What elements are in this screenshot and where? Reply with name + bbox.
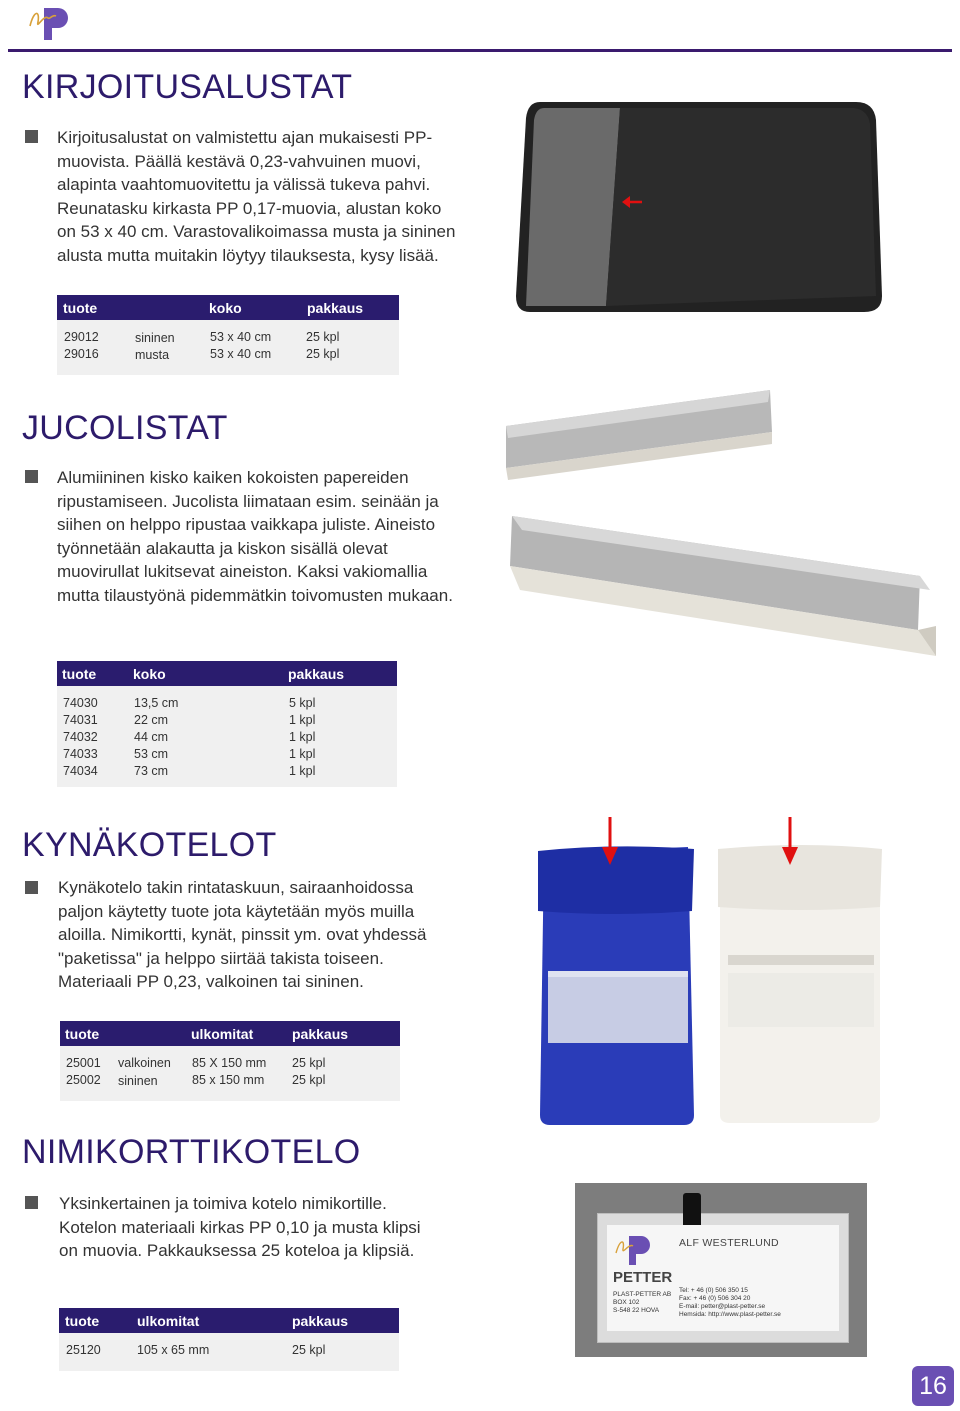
badge-contact: [679, 1287, 781, 1319]
cell-size: 73 cm: [134, 764, 169, 778]
table-header: [57, 295, 399, 320]
badge-brand: PETTER: [613, 1269, 673, 1286]
cell-code: 25001: [66, 1056, 101, 1070]
cell-size: 85 x 150 mm: [192, 1073, 265, 1087]
cell-size: 44 cm: [134, 730, 169, 744]
badge-company-line: BOX 102: [613, 1299, 640, 1306]
cell-code: 74032: [63, 730, 98, 744]
cell-code: 74033: [63, 747, 98, 761]
page-number-badge: 16: [912, 1366, 954, 1406]
cell-code: 29012: [64, 330, 99, 344]
badge-logo-icon: [613, 1233, 653, 1267]
badge-company: [613, 1291, 671, 1315]
header-rule: [8, 49, 952, 52]
cell-size: 53 x 40 cm: [210, 347, 272, 361]
cell-color: sininen: [135, 331, 175, 345]
badge-contact-line: Tel: + 46 (0) 506 350 15: [679, 1287, 748, 1294]
badge-holder-image: [575, 1183, 867, 1357]
cell-color: musta: [135, 348, 170, 362]
cell-pack: 25 kpl: [306, 347, 340, 361]
cell-size: 53 cm: [134, 747, 169, 761]
cell-size: 85 X 150 mm: [192, 1056, 267, 1070]
writing-pad-image: [512, 100, 884, 315]
cell-size: 13,5 cm: [134, 696, 179, 710]
cell-code: 29016: [64, 347, 99, 361]
section-title-nimikorttikotelo: NIMIKORTTIKOTELO: [22, 1133, 361, 1171]
header-pakkaus: pakkaus: [292, 1313, 349, 1329]
section-description: Yksinkertainen ja toimiva kotelo nimikortille. Kotelon materiaali kirkas PP 0,10 ja musta klipsi on muovia. Pakkauksessa 25 koteloa ja klipsiä.: [59, 1194, 421, 1260]
company-logo: [26, 4, 70, 42]
product-table-kirjoitusalustat: [57, 295, 399, 375]
header-koko: koko: [209, 300, 242, 316]
pen-case-image: [520, 815, 895, 1130]
section-title-kynakotelot: KYNÄKOTELOT: [22, 826, 277, 864]
table-header: [60, 1021, 400, 1046]
table-header: [59, 1308, 399, 1333]
cell-color: sininen: [118, 1074, 158, 1088]
cell-pack: 25 kpl: [292, 1056, 326, 1070]
product-table-kynakotelot: [60, 1021, 400, 1101]
cell-pack: 1 kpl: [289, 764, 316, 778]
cell-code: 74034: [63, 764, 98, 778]
badge-contact-line: Hemsida: http://www.plast-petter.se: [679, 1311, 781, 1318]
section-title-jucolistat: JUCOLISTAT: [22, 409, 228, 447]
section-title-kirjoitusalustat: KIRJOITUSALUSTAT: [22, 68, 353, 106]
header-ulkomitat: ulkomitat: [191, 1026, 254, 1042]
badge-contact-line: E-mail: petter@plast-petter.se: [679, 1303, 766, 1310]
product-table-jucolistat: [57, 661, 397, 787]
table-header: [57, 661, 397, 686]
header-tuote: tuote: [63, 300, 98, 316]
cell-code: 74031: [63, 713, 98, 727]
cell-pack: 1 kpl: [289, 713, 316, 727]
header-tuote: tuote: [62, 666, 97, 682]
cell-size: 105 x 65 mm: [137, 1343, 210, 1357]
header-ulkomitat: ulkomitat: [137, 1313, 200, 1329]
cell-pack: 1 kpl: [289, 747, 316, 761]
bullet: [25, 130, 38, 143]
cell-code: 74030: [63, 696, 98, 710]
badge-company-line: S-548 22 HOVA: [613, 1307, 660, 1314]
bullet: [25, 1196, 38, 1209]
header-pakkaus: pakkaus: [307, 300, 364, 316]
bullet: [25, 881, 38, 894]
bullet: [25, 470, 38, 483]
cell-size: 22 cm: [134, 713, 169, 727]
header-pakkaus: pakkaus: [288, 666, 345, 682]
cell-code: 25002: [66, 1073, 101, 1087]
cell-pack: 25 kpl: [292, 1073, 326, 1087]
badge-contact-line: Fax: + 46 (0) 506 304 20: [679, 1295, 751, 1302]
cell-pack: 5 kpl: [289, 696, 316, 710]
badge-company-line: PLAST-PETTER AB: [613, 1291, 672, 1298]
section-description: Alumiininen kisko kaiken kokoisten papereiden ripustamiseen. Jucolista liimataan esim. seinään ja siihen on helppo ripustaa vaikkapa juliste. Aineisto työnnetään alakautta ja kiskon sisällä olevat muovirullat lukitsevat aineiston. Kaksi vakiomallia mutta tilaustyönä pidemmätkin toivomusten mukaan.: [57, 468, 453, 605]
cell-color: valkoinen: [118, 1056, 171, 1070]
cell-code: 25120: [66, 1343, 101, 1357]
badge-name: ALF WESTERLUND: [679, 1237, 779, 1249]
cell-pack: 25 kpl: [306, 330, 340, 344]
header-tuote: tuote: [65, 1026, 100, 1042]
header-koko: koko: [133, 666, 166, 682]
section-description: Kynäkotelo takin rintataskuun, sairaanhoidossa paljon käytetty tuote jota käytetään myös muilla aloilla. Nimikortti, kynät, pinssit ym. ovat yhdessä "paketissa" ja helppo siirtää takista toiseen. Materiaali PP 0,23, valkoinen tai sininen.: [58, 878, 427, 991]
product-table-nimikorttikotelo: [59, 1308, 399, 1371]
cell-pack: 25 kpl: [292, 1343, 326, 1357]
cell-size: 53 x 40 cm: [210, 330, 272, 344]
section-description: Kirjoitusalustat on valmistettu ajan mukaisesti PP-muovista. Päällä kestävä 0,23-vahvuinen muovi, alapinta vaahtomuovitettu ja välissä tukeva pahvi. Reunatasku kirkasta PP 0,17-muovia, alustan koko on 53 x 40 cm. Varastovalikoimassa musta ja sininen alusta mutta muitakin löytyy tilauksesta, kysy lisää.: [57, 128, 456, 265]
cell-pack: 1 kpl: [289, 730, 316, 744]
header-pakkaus: pakkaus: [292, 1026, 349, 1042]
badge-card: [607, 1225, 839, 1331]
header-tuote: tuote: [65, 1313, 100, 1329]
aluminium-rail-image: [500, 380, 960, 660]
